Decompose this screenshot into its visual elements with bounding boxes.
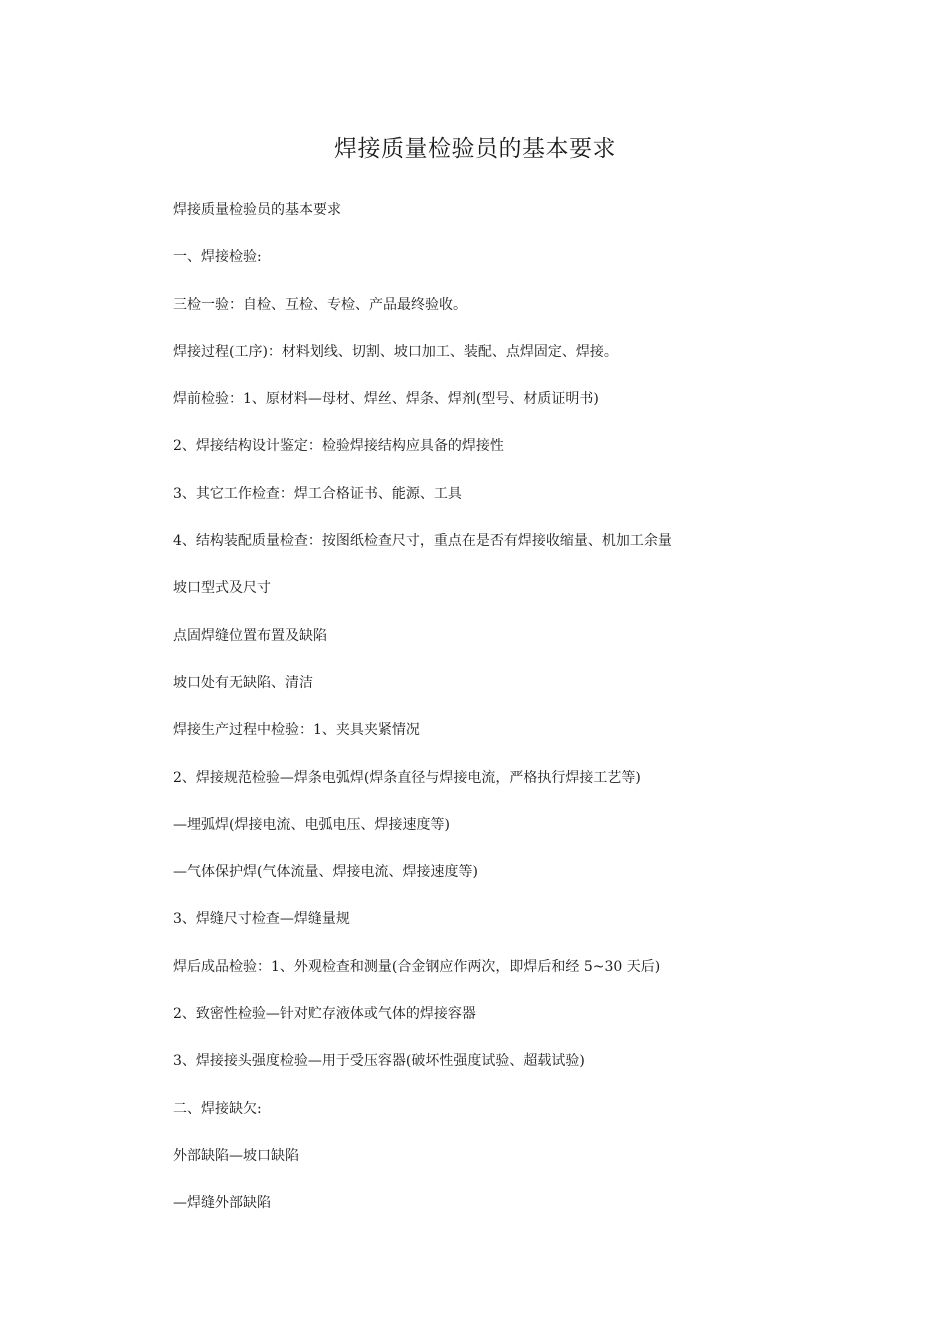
text-line: 一、焊接检验: bbox=[173, 249, 262, 266]
text-line: 3、焊接接头强度检验—用于受压容器(破坏性强度试验、超载试验) bbox=[173, 1053, 585, 1070]
text-line: 3、其它工作检查：焊工合格证书、能源、工具 bbox=[173, 485, 462, 502]
text-line: 三检一验：自检、互检、专检、产品最终验收。 bbox=[173, 296, 467, 313]
text-line: 外部缺陷—坡口缺陷 bbox=[173, 1147, 299, 1164]
document-title: 焊接质量检验员的基本要求 bbox=[334, 136, 616, 162]
text-line: 坡口处有无缺陷、清洁 bbox=[173, 674, 313, 691]
text-line: 焊接过程(工序)：材料划线、切割、坡口加工、装配、点焊固定、焊接。 bbox=[173, 343, 618, 360]
text-line: 二、焊接缺欠: bbox=[173, 1100, 262, 1117]
text-line: 2、焊接结构设计鉴定：检验焊接结构应具备的焊接性 bbox=[173, 438, 504, 455]
text-line: 焊前检验：1、原材料—母材、焊丝、焊条、焊剂(型号、材质证明书) bbox=[173, 391, 599, 408]
text-line: —焊缝外部缺陷 bbox=[173, 1195, 271, 1212]
text-line: —埋弧焊(焊接电流、电弧电压、焊接速度等) bbox=[173, 816, 450, 833]
text-line: 4、结构装配质量检查：按图纸检查尺寸，重点在是否有焊接收缩量、机加工余量 bbox=[173, 533, 672, 550]
text-line: 焊后成品检验：1、外观检查和测量(合金钢应作两次，即焊后和经 5~30 天后) bbox=[173, 958, 661, 975]
text-line: 3、焊缝尺寸检查—焊缝量规 bbox=[173, 911, 350, 928]
text-line: 焊接生产过程中检验：1、夹具夹紧情况 bbox=[173, 722, 420, 739]
text-line: 2、焊接规范检验—焊条电弧焊(焊条直径与焊接电流，严格执行焊接工艺等) bbox=[173, 769, 641, 786]
document-body bbox=[173, 198, 873, 1239]
text-line: —气体保护焊(气体流量、焊接电流、焊接速度等) bbox=[173, 864, 478, 881]
text-line: 坡口型式及尺寸 bbox=[173, 580, 271, 597]
text-line: 点固焊缝位置布置及缺陷 bbox=[173, 627, 327, 644]
text-line: 2、致密性检验—针对贮存液体或气体的焊接容器 bbox=[173, 1006, 476, 1023]
text-line: 焊接质量检验员的基本要求 bbox=[173, 202, 341, 218]
